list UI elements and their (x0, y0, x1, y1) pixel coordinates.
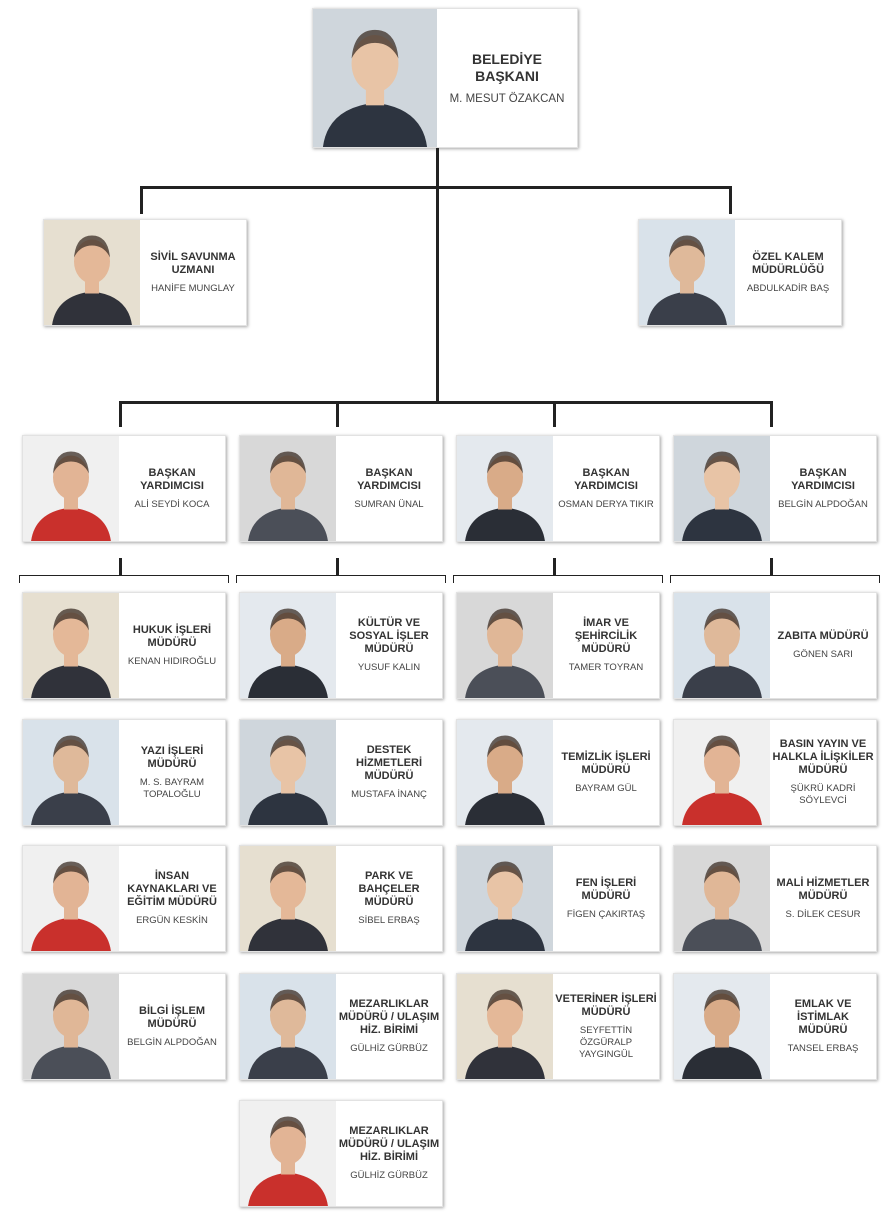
person-name: ABDULKADİR BAŞ (746, 282, 830, 294)
director-card[interactable] (456, 973, 660, 1080)
card-text (119, 846, 225, 951)
connector-line (553, 401, 556, 427)
portrait-photo (313, 9, 437, 147)
position-title: TEMİZLİK İŞLERİ MÜDÜRÜ (561, 750, 651, 776)
connector-line (336, 558, 339, 576)
card-text (336, 1101, 442, 1206)
card-text (336, 974, 442, 1079)
director-card[interactable] (456, 592, 660, 699)
deputy-card[interactable] (239, 435, 443, 542)
director-card[interactable] (456, 845, 660, 952)
person-name: BAYRAM GÜL (575, 782, 637, 794)
portrait-photo (23, 974, 119, 1079)
position-title: ÖZEL KALEM MÜDÜRLÜĞÜ (751, 250, 825, 276)
card-text (336, 720, 442, 825)
position-title: İNSAN KAYNAKLARI VE EĞİTİM MÜDÜRÜ (127, 870, 217, 908)
card-text (553, 974, 659, 1079)
position-title: DESTEK HİZMETLERİ MÜDÜRÜ (356, 744, 422, 782)
director-card[interactable] (22, 973, 226, 1080)
advisor-card-right[interactable] (638, 219, 842, 326)
person-name: MUSTAFA İNANÇ (351, 789, 427, 800)
portrait-photo (674, 720, 770, 825)
director-card[interactable] (22, 845, 226, 952)
bracket-line (19, 575, 20, 583)
mayor-card[interactable] (312, 8, 578, 148)
bracket-line (662, 575, 663, 583)
person-name: SUMRAN ÜNAL (354, 498, 424, 510)
connector-line (770, 401, 773, 427)
portrait-photo (457, 846, 553, 951)
director-card[interactable] (239, 592, 443, 699)
person-name: SİBEL ERBAŞ (358, 915, 420, 926)
card-text (770, 974, 876, 1079)
position-title: VETERİNER İŞLERİ MÜDÜRÜ (555, 992, 657, 1018)
position-title: KÜLTÜR VE SOSYAL İŞLER MÜDÜRÜ (349, 617, 429, 655)
card-text (119, 593, 225, 698)
person-name: BELGİN ALPDOĞAN (778, 498, 868, 510)
connector-line (553, 558, 556, 576)
director-card[interactable] (456, 719, 660, 826)
card-text (770, 436, 876, 541)
card-text (119, 974, 225, 1079)
portrait-photo (639, 220, 735, 325)
card-text (770, 593, 876, 698)
director-card[interactable] (673, 973, 877, 1080)
position-title: MEZARLIKLAR MÜDÜRÜ / ULAŞIM HİZ. BİRİMİ (338, 1125, 440, 1163)
position-title: BAŞKAN YARDIMCISI (574, 466, 638, 492)
person-name: FİGEN ÇAKIRTAŞ (566, 908, 646, 920)
bracket-line (445, 575, 446, 583)
director-card[interactable] (673, 719, 877, 826)
bracket-line (453, 575, 454, 583)
portrait-photo (240, 593, 336, 698)
portrait-photo (457, 974, 553, 1079)
deputy-card[interactable] (673, 435, 877, 542)
bracket-line (236, 575, 237, 583)
portrait-photo (674, 846, 770, 951)
card-text (553, 436, 659, 541)
portrait-photo (457, 593, 553, 698)
person-name: GÜLHİZ GÜRBÜZ (350, 1043, 428, 1054)
position-title: MALİ HİZMETLER MÜDÜRÜ (776, 876, 870, 902)
position-title: EMLAK VE İSTİMLAK MÜDÜRÜ (794, 998, 852, 1036)
position-title: BİLGİ İŞLEM MÜDÜRÜ (139, 1004, 205, 1030)
position-title: HUKUK İŞLERİ MÜDÜRÜ (132, 623, 212, 649)
deputy-card[interactable] (456, 435, 660, 542)
connector-line (770, 558, 773, 576)
bracket-line (228, 575, 229, 583)
director-card[interactable] (239, 973, 443, 1080)
director-card[interactable] (22, 592, 226, 699)
person-name: HANİFE MUNGLAY (151, 282, 235, 294)
portrait-photo (44, 220, 140, 325)
card-text (336, 436, 442, 541)
connector-line (729, 186, 732, 214)
connector-line (120, 401, 770, 404)
position-title: BELEDİYE BAŞKANI (471, 51, 542, 84)
card-text (336, 593, 442, 698)
card-text (140, 220, 246, 325)
director-card[interactable] (239, 1100, 443, 1207)
card-text (553, 846, 659, 951)
director-card[interactable] (239, 845, 443, 952)
bracket-line (453, 575, 663, 576)
card-text (336, 846, 442, 951)
bracket-line (19, 575, 229, 576)
portrait-photo (240, 436, 336, 541)
card-text (770, 720, 876, 825)
person-name: OSMAN DERYA TIKIR (558, 498, 654, 510)
portrait-photo (23, 846, 119, 951)
position-title: BAŞKAN YARDIMCISI (357, 466, 421, 492)
bracket-line (670, 575, 671, 583)
portrait-photo (674, 974, 770, 1079)
person-name: BELGİN ALPDOĞAN (127, 1036, 217, 1048)
person-name: KENAN HIDIROĞLU (127, 655, 217, 667)
card-text (119, 720, 225, 825)
person-name: YUSUF KALIN (357, 662, 421, 673)
card-text (119, 436, 225, 541)
person-name: TANSEL ERBAŞ (787, 1043, 859, 1054)
position-title: SİVİL SAVUNMA UZMANI (150, 250, 236, 276)
person-name: M. MESUT ÖZAKCAN (449, 93, 565, 105)
portrait-photo (457, 720, 553, 825)
connector-line (119, 401, 122, 427)
card-text (553, 720, 659, 825)
person-name: ALİ SEYDİ KOCA (134, 498, 210, 510)
position-title: YAZI İŞLERİ MÜDÜRÜ (140, 744, 204, 770)
portrait-photo (23, 720, 119, 825)
card-text (553, 593, 659, 698)
person-name: GÖNEN SARI (793, 649, 853, 660)
person-name: M. S. BAYRAM TOPALOĞLU (139, 776, 205, 800)
connector-line (140, 186, 143, 214)
person-name: GÜLHİZ GÜRBÜZ (350, 1170, 428, 1181)
position-title: FEN İŞLERİ MÜDÜRÜ (575, 876, 637, 902)
portrait-photo (457, 436, 553, 541)
bracket-line (670, 575, 880, 576)
director-card[interactable] (239, 719, 443, 826)
deputy-card[interactable] (22, 435, 226, 542)
director-card[interactable] (22, 719, 226, 826)
advisor-card-left[interactable] (43, 219, 247, 326)
position-title: ZABITA MÜDÜRÜ (777, 630, 869, 642)
position-title: MEZARLIKLAR MÜDÜRÜ / ULAŞIM HİZ. BİRİMİ (338, 998, 440, 1036)
card-text (437, 9, 577, 147)
portrait-photo (240, 720, 336, 825)
connector-line (336, 401, 339, 427)
person-name: ERGÜN KESKİN (136, 915, 208, 926)
person-name: S. DİLEK CESUR (785, 908, 861, 920)
director-card[interactable] (673, 845, 877, 952)
portrait-photo (240, 1101, 336, 1206)
person-name: ŞÜKRÜ KADRİ SÖYLEVCİ (790, 783, 856, 806)
director-card[interactable] (673, 592, 877, 699)
position-title: İMAR VE ŞEHİRCİLİK MÜDÜRÜ (574, 617, 638, 655)
card-text (735, 220, 841, 325)
portrait-photo (674, 593, 770, 698)
position-title: BAŞKAN YARDIMCISI (140, 466, 204, 492)
person-name: TAMER TOYRAN (568, 662, 644, 673)
bracket-line (879, 575, 880, 583)
portrait-photo (23, 593, 119, 698)
portrait-photo (23, 436, 119, 541)
card-text (770, 846, 876, 951)
position-title: BAŞKAN YARDIMCISI (791, 466, 855, 492)
bracket-line (236, 575, 446, 576)
portrait-photo (240, 974, 336, 1079)
portrait-photo (674, 436, 770, 541)
position-title: PARK VE BAHÇELER MÜDÜRÜ (358, 870, 420, 908)
portrait-photo (240, 846, 336, 951)
person-name: SEYFETTİN ÖZGÜRALP YAYGINGÜL (578, 1024, 634, 1060)
connector-line (119, 558, 122, 576)
position-title: BASIN YAYIN VE HALKLA İLİŞKİLER MÜDÜRÜ (772, 738, 874, 776)
connector-line (140, 186, 732, 189)
